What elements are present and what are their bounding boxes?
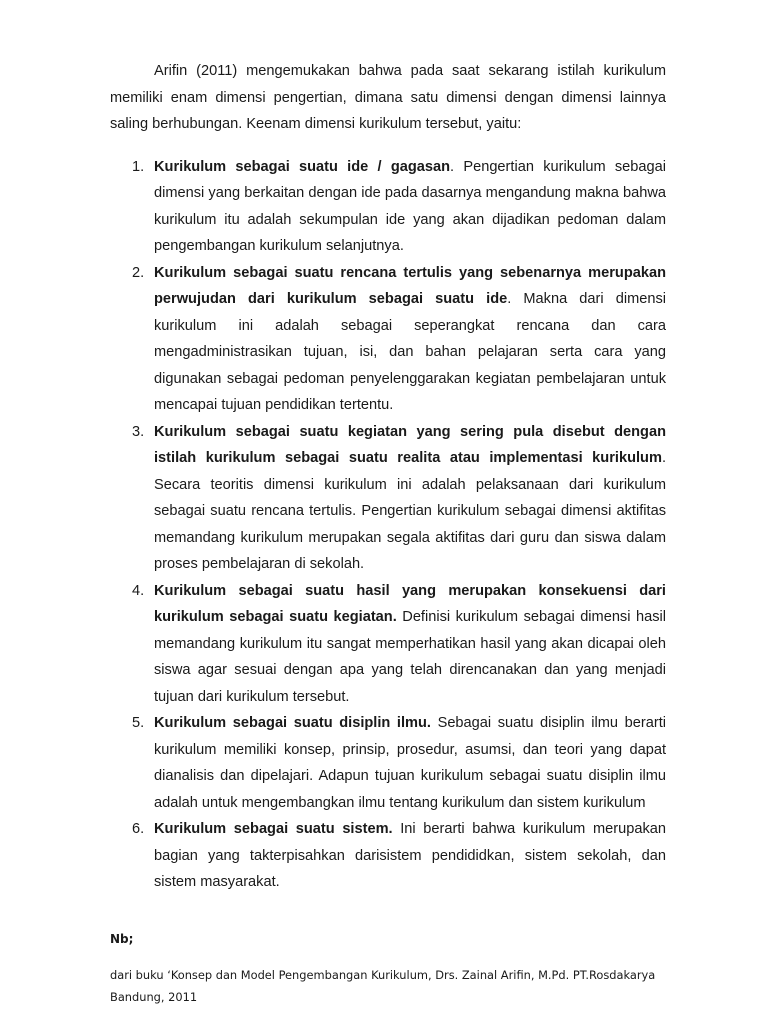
list-item: [110, 419, 666, 578]
list-item: [110, 710, 666, 816]
dimension-list: [110, 154, 666, 896]
document-body: [110, 58, 666, 896]
list-item-text: Sebagai suatu disiplin ilmu berarti kurikulum memiliki konsep, prinsip, prosedur, asumsi, dan teori yang dapat dianalisis dan dipelajari. Adapun tujuan kurikulum sebagai suatu disiplin ilmu adalah untuk mengembangkan ilmu tentang kurikulum dan sistem kurikulum: [154, 715, 666, 811]
list-item-heading: Kurikulum sebagai suatu kegiatan yang sering pula disebut dengan istilah kurikulum sebagai suatu realita atau implementasi kurikulum: [154, 423, 666, 466]
intro-paragraph: Arifin (2011) mengemukakan bahwa pada saat sekarang istilah kurikulum memiliki enam dimensi pengertian, dimana satu dimensi dengan dimensi lainnya saling berhubungan. Keenam dimensi kurikulum tersebut, yaitu:: [110, 63, 666, 132]
list-number: 1.: [132, 158, 145, 175]
list-number: 3.: [132, 423, 145, 440]
list-item-heading: Kurikulum sebagai suatu sistem.: [154, 821, 393, 837]
list-item: [110, 816, 666, 896]
list-item: [110, 260, 666, 419]
list-item-heading: Kurikulum sebagai suatu hasil yang merupakan konsekuensi dari kurikulum sebagai suatu kegiatan.: [154, 582, 666, 625]
list-item-heading: Kurikulum sebagai suatu rencana tertulis yang sebenarnya merupakan perwujudan dari kurikulum sebagai suatu ide: [154, 264, 666, 307]
list-item-text: . Makna dari dimensi kurikulum ini adalah sebagai seperangkat rencana dan cara mengadministrasikan tujuan, isi, dan bahan pelajaran serta cara yang digunakan sebagai pedoman penyelenggarakan kegiatan pembelajaran untuk mencapai tujuan pendidikan tertentu.: [154, 291, 666, 413]
list-item-heading: Kurikulum sebagai suatu ide / gagasan: [154, 158, 451, 175]
list-item-text: . Pengertian kurikulum sebagai dimensi yang berkaitan dengan ide pada dasarnya mengandung makna bahwa kurikulum itu adalah sekumpulan ide yang akan dijadikan pedoman dalam pengembangan kurikulum selanjutnya.: [154, 158, 667, 254]
list-item: [110, 154, 666, 260]
list-item-text: . Secara teoritis dimensi kurikulum ini adalah pelaksanaan dari kurikulum sebagai suatu rencana tertulis. Pengertian kurikulum sebagai dimensi aktifitas memandang kurikulum merupakan segala aktifitas dari guru dan siswa dalam proses pembelajaran di sekolah.: [154, 450, 666, 572]
list-item-text: Ini berarti bahwa kurikulum merupakan bagian yang takterpisahkan darisistem pendididkan, sistem sekolah, dan sistem masyarakat.: [154, 821, 666, 890]
list-number: 5.: [132, 715, 145, 731]
list-item: [110, 578, 666, 711]
note-label: Nb;: [110, 932, 134, 946]
list-number: 2.: [132, 264, 145, 281]
list-number: 4.: [132, 582, 145, 599]
list-item-text: Definisi kurikulum sebagai dimensi hasil memandang kurikulum itu sangat memperhatikan hasil yang akan dicapai oleh siswa agar sesuai dengan apa yang telah direncanakan dan yang menjadi tujuan dari kurikulum tersebut.: [154, 609, 666, 705]
source-citation: dari buku ‘Konsep dan Model Pengembangan Kurikulum, Drs. Zainal Arifin, M.Pd. PT.Rosdakarya Bandung, 2011: [110, 968, 656, 1004]
list-item-heading: Kurikulum sebagai suatu disiplin ilmu.: [154, 715, 431, 731]
list-number: 6.: [132, 821, 145, 837]
